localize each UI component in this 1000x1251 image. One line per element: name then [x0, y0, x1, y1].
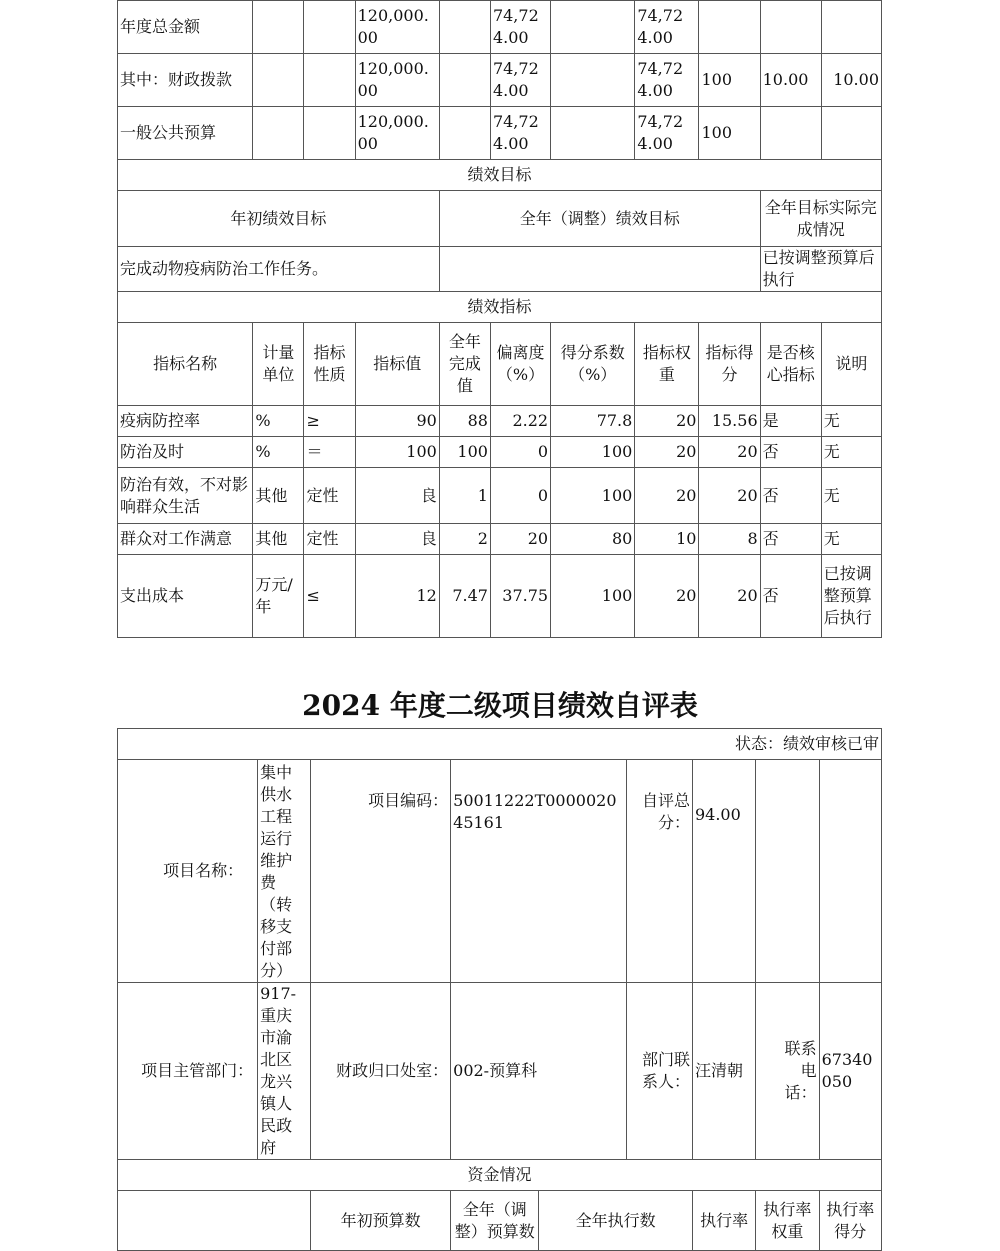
empty-cell: [304, 1, 355, 54]
ind-h-weight: 指标权重: [635, 323, 699, 406]
status-label: 状态：绩效审核已审: [118, 729, 882, 760]
indicator-value: 良: [355, 468, 439, 524]
indicator-nature: 定性: [304, 468, 355, 524]
indicator-dev: 20: [490, 524, 550, 555]
indicator-coef: 80: [551, 524, 635, 555]
indicator-done: 2: [439, 524, 490, 555]
funds-header-adjusted: 全年（调整）预算数: [451, 1191, 539, 1251]
funds-header-executed: 全年执行数: [539, 1191, 693, 1251]
fund-adjusted-budget: 74,724.00: [490, 107, 550, 160]
ind-h-nature: 指标性质: [304, 323, 355, 406]
indicator-unit: %: [253, 406, 304, 437]
goals-section-header: 绩效目标: [118, 160, 882, 191]
indicator-score: 20: [699, 437, 760, 468]
fund-exec-rate: 100: [699, 54, 760, 107]
ind-h-coef: 得分系数（%）: [551, 323, 635, 406]
indicator-note: 无: [821, 437, 881, 468]
indicator-name: 防治有效，不对影响群众生活: [118, 468, 253, 524]
indicator-unit: 其他: [253, 468, 304, 524]
fund-rate-score: 10.00: [821, 54, 881, 107]
indicator-row: [118, 406, 882, 437]
fund-exec-rate: 100: [699, 107, 760, 160]
indicator-note: 无: [821, 468, 881, 524]
fund-rate-score: [821, 1, 881, 54]
empty-cell: [439, 1, 490, 54]
indicator-core: 否: [760, 555, 821, 638]
indicator-core: 是: [760, 406, 821, 437]
ind-h-dev: 偏离度（%）: [490, 323, 550, 406]
indicator-value: 100: [355, 437, 439, 468]
goal-header-adjusted: 全年（调整）绩效目标: [439, 191, 760, 247]
indicator-weight: 20: [635, 437, 699, 468]
funds-header-initial: 年初预算数: [311, 1191, 451, 1251]
office-value: 002-预算科: [451, 983, 626, 1160]
indicator-weight: 20: [635, 406, 699, 437]
indicator-score: 15.56: [699, 406, 760, 437]
funds-header-rate-weight: 执行率权重: [756, 1191, 819, 1251]
indicator-core: 否: [760, 524, 821, 555]
ind-h-score: 指标得分: [699, 323, 760, 406]
goal-adjusted: [439, 247, 760, 292]
indicator-done: 1: [439, 468, 490, 524]
goal-header-initial: 年初绩效目标: [118, 191, 440, 247]
indicator-done: 7.47: [439, 555, 490, 638]
indicator-name: 群众对工作满意: [118, 524, 253, 555]
fund-rate-weight: [760, 107, 821, 160]
contact-value: 汪清朝: [692, 983, 755, 1160]
indicator-dev: 37.75: [490, 555, 550, 638]
project-name: 集中供水工程运行维护费（转移支付部分）: [258, 760, 311, 983]
indicator-name: 支出成本: [118, 555, 253, 638]
indicator-name: 疫病防控率: [118, 406, 253, 437]
project-name-label: 项目名称：: [118, 760, 258, 983]
indicator-unit: 其他: [253, 524, 304, 555]
fund-name: 年度总金额: [118, 1, 253, 54]
empty-cell: [756, 760, 819, 983]
empty-cell: [304, 54, 355, 107]
fund-initial-budget: 120,000.00: [355, 107, 439, 160]
funds-header-blank: [118, 1191, 311, 1251]
empty-cell: [253, 107, 304, 160]
ind-h-unit: 计量单位: [253, 323, 304, 406]
indicator-coef: 77.8: [551, 406, 635, 437]
goal-header-actual: 全年目标实际完成情况: [760, 191, 881, 247]
self-score-label: 自评总分：: [626, 760, 692, 983]
indicator-coef: 100: [551, 555, 635, 638]
fund-adjusted-budget: 74,724.00: [490, 54, 550, 107]
indicator-core: 否: [760, 437, 821, 468]
empty-cell: [253, 1, 304, 54]
indicator-nature: ≤: [304, 555, 355, 638]
indicator-weight: 10: [635, 524, 699, 555]
funds-header-rate: 执行率: [692, 1191, 755, 1251]
fund-name: 一般公共预算: [118, 107, 253, 160]
empty-cell: [551, 54, 635, 107]
fund-name: 其中：财政拨款: [118, 54, 253, 107]
indicator-note: 已按调整预算后执行: [821, 555, 881, 638]
ind-h-core: 是否核心指标: [760, 323, 821, 406]
ind-h-value: 指标值: [355, 323, 439, 406]
self-score: 94.00: [692, 760, 755, 983]
goal-initial: 完成动物疫病防治工作任务。: [118, 247, 440, 292]
indicator-score: 20: [699, 555, 760, 638]
fund-rate-weight: 10.00: [760, 54, 821, 107]
indicator-dev: 0: [490, 437, 550, 468]
indicator-unit: 万元/年: [253, 555, 304, 638]
empty-cell: [304, 107, 355, 160]
indicator-row: [118, 555, 882, 638]
empty-cell: [439, 54, 490, 107]
fund-row: [118, 54, 882, 107]
indicator-note: 无: [821, 406, 881, 437]
indicator-done: 88: [439, 406, 490, 437]
funds-header-rate-score: 执行率得分: [819, 1191, 881, 1251]
fund-exec-rate: [699, 1, 760, 54]
contact-label: 部门联系人：: [626, 983, 692, 1160]
fund-initial-budget: 120,000.00: [355, 1, 439, 54]
empty-cell: [439, 107, 490, 160]
indicator-score: 20: [699, 468, 760, 524]
indicator-name: 防治及时: [118, 437, 253, 468]
indicator-note: 无: [821, 524, 881, 555]
indicator-nature: ≥: [304, 406, 355, 437]
indicator-done: 100: [439, 437, 490, 468]
fund-adjusted-budget: 74,724.00: [490, 1, 550, 54]
indicator-nature: 定性: [304, 524, 355, 555]
indicators-section-header: 绩效指标: [118, 292, 882, 323]
ind-h-note: 说明: [821, 323, 881, 406]
empty-cell: [551, 107, 635, 160]
fund-rate-weight: [760, 1, 821, 54]
fund-row: [118, 1, 882, 54]
fund-row: [118, 107, 882, 160]
ind-h-done: 全年完成值: [439, 323, 490, 406]
indicator-unit: %: [253, 437, 304, 468]
page-title: 2024 年度二级项目绩效自评表: [302, 689, 698, 722]
empty-cell: [253, 54, 304, 107]
fund-executed: 74,724.00: [635, 1, 699, 54]
performance-table-continued: [117, 0, 882, 638]
project-code-label: 项目编码：: [311, 760, 451, 983]
indicator-coef: 100: [551, 437, 635, 468]
funds-section-header: 资金情况: [118, 1160, 882, 1191]
goal-actual: 已按调整预算后执行: [760, 247, 881, 292]
indicator-value: 90: [355, 406, 439, 437]
office-label: 财政归口处室：: [311, 983, 451, 1160]
empty-cell: [551, 1, 635, 54]
fund-executed: 74,724.00: [635, 107, 699, 160]
dept-value: 917-重庆市渝北区龙兴镇人民政府: [258, 983, 311, 1160]
fund-initial-budget: 120,000.00: [355, 54, 439, 107]
indicator-coef: 100: [551, 468, 635, 524]
phone-label: 联系电话：: [756, 983, 819, 1160]
fund-executed: 74,724.00: [635, 54, 699, 107]
indicator-value: 良: [355, 524, 439, 555]
indicator-value: 12: [355, 555, 439, 638]
indicator-core: 否: [760, 468, 821, 524]
phone-value: 67340050: [819, 983, 881, 1160]
project-self-eval-table: [117, 728, 882, 1251]
indicator-dev: 2.22: [490, 406, 550, 437]
indicator-dev: 0: [490, 468, 550, 524]
project-code: 50011222T000002045161: [451, 760, 626, 983]
indicator-row: [118, 437, 882, 468]
fund-rate-score: [821, 107, 881, 160]
empty-cell: [819, 760, 881, 983]
ind-h-name: 指标名称: [118, 323, 253, 406]
dept-label: 项目主管部门：: [118, 983, 258, 1160]
indicator-weight: 20: [635, 468, 699, 524]
indicator-weight: 20: [635, 555, 699, 638]
indicator-nature: ＝: [304, 437, 355, 468]
indicator-row: [118, 468, 882, 524]
indicator-score: 8: [699, 524, 760, 555]
indicator-row: [118, 524, 882, 555]
